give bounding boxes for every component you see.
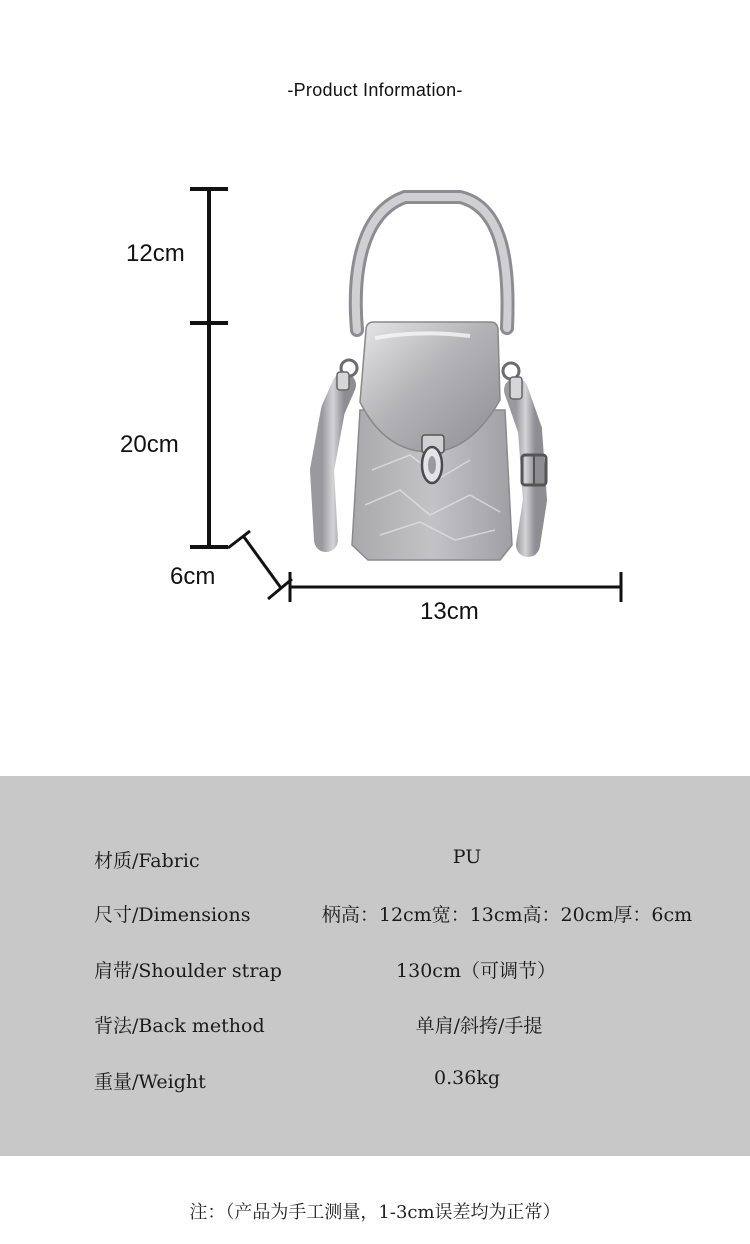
page-title: -Product Information- bbox=[287, 80, 463, 100]
thickness-label: 6cm bbox=[170, 563, 216, 590]
spec-value: 130cm（可调节） bbox=[396, 960, 556, 982]
spec-row-dimensions bbox=[0, 900, 750, 930]
spec-label: 重量/Weight bbox=[94, 1071, 206, 1093]
bag-illustration bbox=[322, 197, 546, 560]
thickness-dimension-line bbox=[228, 531, 292, 599]
measurement-footnote: 注：（产品为手工测量，1-3cm误差均为正常） bbox=[189, 1202, 561, 1223]
height-dimension-line bbox=[190, 189, 228, 547]
spec-row-back-method bbox=[0, 1011, 750, 1041]
spec-value: 柄高：12cm宽：13cm高：20cm厚：6cm bbox=[321, 904, 693, 926]
spec-label: 肩带/Shoulder strap bbox=[94, 960, 282, 982]
spec-panel bbox=[0, 776, 750, 1156]
handle-height-label: 12cm bbox=[126, 240, 185, 267]
spec-label: 背法/Back method bbox=[94, 1015, 265, 1037]
spec-label: 尺寸/Dimensions bbox=[94, 904, 251, 926]
spec-row-weight bbox=[0, 1067, 750, 1097]
body-height-label: 20cm bbox=[120, 431, 179, 458]
width-label: 13cm bbox=[420, 598, 479, 625]
spec-value: PU bbox=[452, 846, 482, 868]
spec-label: 材质/Fabric bbox=[94, 850, 200, 872]
spec-row-fabric bbox=[0, 846, 750, 876]
spec-row-shoulder-strap bbox=[0, 956, 750, 986]
spec-value: 0.36kg bbox=[434, 1067, 500, 1089]
spec-value: 单肩/斜挎/手提 bbox=[415, 1015, 543, 1037]
product-dimension-figure bbox=[0, 150, 750, 650]
